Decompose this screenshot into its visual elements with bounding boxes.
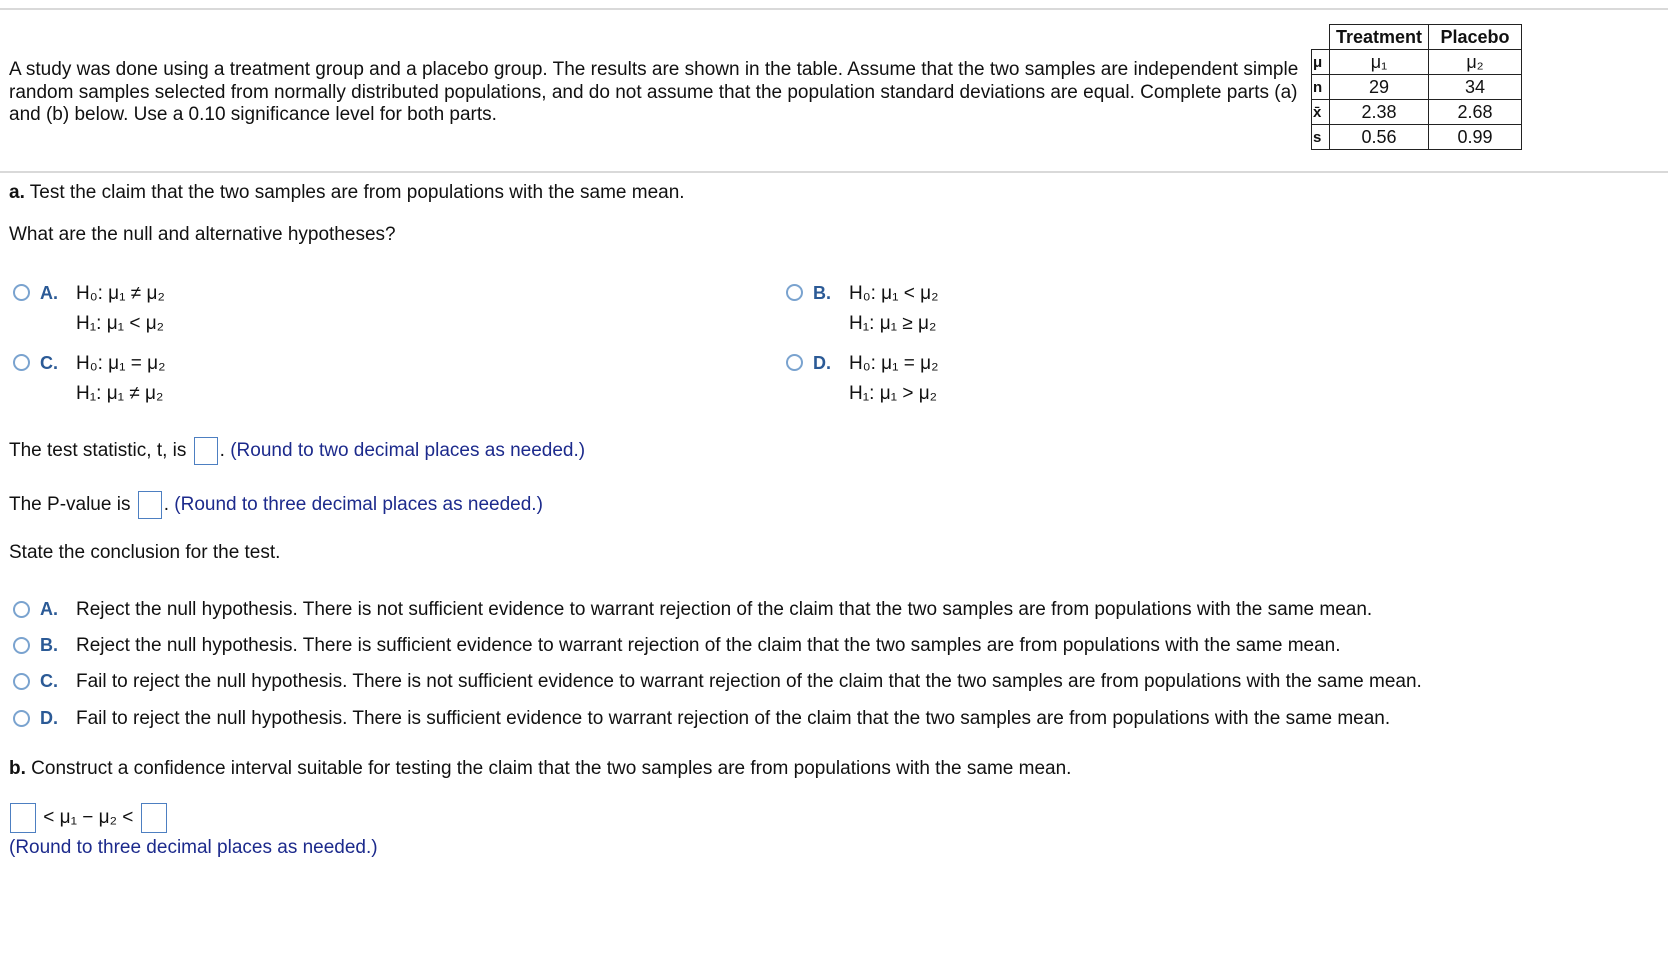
table-cell: μ₁	[1330, 50, 1429, 75]
h0-label: H₀:	[849, 283, 876, 304]
table-header-placebo: Placebo	[1429, 25, 1522, 50]
h1-label: H₁:	[76, 383, 102, 404]
table-cell: μ₂	[1429, 50, 1522, 75]
conclusion-letter-b: B.	[40, 635, 58, 655]
row-label-xbar: x̄	[1312, 100, 1330, 125]
h1-expr: μ₁ > μ₂	[879, 383, 938, 404]
conclusion-letter-a: A.	[40, 599, 58, 619]
hypotheses-question: What are the null and alternative hypotheses?	[9, 224, 396, 245]
data-table	[1311, 24, 1522, 150]
row-label-mu: μ	[1312, 50, 1330, 75]
table-corner	[1312, 25, 1330, 50]
interval-expression: μ₁ − μ₂	[59, 807, 118, 829]
hypothesis-radio-b[interactable]	[786, 284, 803, 301]
interval-upper-input[interactable]	[141, 803, 167, 833]
hypothesis-option-b[interactable]	[849, 279, 939, 339]
h0-label: H₀:	[76, 353, 103, 374]
hypothesis-letter-a: A.	[40, 283, 58, 303]
table-cell: 0.99	[1429, 125, 1522, 150]
row-label-s: s	[1312, 125, 1330, 150]
conclusion-radio-a[interactable]	[13, 601, 30, 618]
pvalue-row: The P-value is . (Round to three decimal places as needed.)	[9, 491, 543, 519]
part-a-prompt-text: Test the claim that the two samples are from populations with the same mean.	[29, 182, 685, 203]
h0-expr: μ₁ < μ₂	[881, 283, 939, 304]
h1-expr: μ₁ ≠ μ₂	[106, 383, 164, 404]
pvalue-hint: (Round to three decimal places as needed.)	[174, 494, 543, 516]
part-a-prompt	[9, 182, 685, 204]
h1-label: H₁:	[76, 313, 102, 334]
part-b-prefix: b.	[9, 758, 26, 779]
table-cell: 34	[1429, 75, 1522, 100]
interval-hint: (Round to three decimal places as needed.)	[9, 837, 378, 858]
table-cell: 29	[1330, 75, 1429, 100]
h0-expr: μ₁ = μ₂	[108, 353, 166, 374]
h1-label: H₁:	[849, 383, 875, 404]
hypothesis-radio-a[interactable]	[13, 284, 30, 301]
hypothesis-letter-b: B.	[813, 283, 831, 303]
conclusion-letter-d: D.	[40, 708, 58, 728]
conclusion-radio-d[interactable]	[13, 710, 30, 727]
section-divider	[0, 171, 1668, 173]
conclusion-option-d[interactable]: Fail to reject the null hypothesis. There is sufficient evidence to warrant rejection of the claim that the two samples are from populations with the same mean.	[76, 708, 1391, 729]
top-divider	[0, 8, 1668, 10]
part-b-prompt	[9, 758, 1071, 780]
hypothesis-radio-c[interactable]	[13, 354, 30, 371]
pvalue-label: The P-value is	[9, 494, 131, 516]
part-b-prompt-text: Construct a confidence interval suitable for testing the claim that the two samples are from populations with the same mean.	[31, 758, 1072, 779]
test-statistic-hint: (Round to two decimal places as needed.)	[230, 440, 586, 462]
conclusion-radio-b[interactable]	[13, 637, 30, 654]
problem-intro: A study was done using a treatment group and a placebo group. The results are shown in the table. Assume that the two samples are independent simple random samples selected from normally distributed populations, and do not assume that the population standard deviations are equal. Complete parts (a) and (b) below. Use a 0.10 significance level for both parts.	[9, 59, 1299, 125]
table-cell: 0.56	[1330, 125, 1429, 150]
hypothesis-option-c[interactable]	[76, 349, 166, 409]
hypothesis-option-d[interactable]	[849, 349, 939, 409]
h1-expr: μ₁ < μ₂	[106, 313, 165, 334]
test-statistic-input[interactable]	[194, 437, 218, 465]
confidence-interval-row	[10, 803, 169, 833]
interval-lt-1: <	[43, 807, 55, 829]
h0-expr: μ₁ = μ₂	[881, 353, 939, 374]
table-cell: 2.68	[1429, 100, 1522, 125]
part-a-prefix: a.	[9, 182, 25, 203]
h0-label: H₀:	[849, 353, 876, 374]
conclusion-letter-c: C.	[40, 671, 58, 691]
test-statistic-label: The test statistic, t, is	[9, 440, 187, 462]
h0-label: H₀:	[76, 283, 103, 304]
hypothesis-radio-d[interactable]	[786, 354, 803, 371]
h1-expr: μ₁ ≥ μ₂	[879, 313, 937, 334]
interval-lt-2: <	[122, 807, 134, 829]
conclusion-option-b[interactable]: Reject the null hypothesis. There is sufficient evidence to warrant rejection of the claim that the two samples are from populations with the same mean.	[76, 635, 1341, 656]
conclusion-prompt: State the conclusion for the test.	[9, 542, 281, 563]
row-label-n: n	[1312, 75, 1330, 100]
conclusion-option-c[interactable]: Fail to reject the null hypothesis. There is not sufficient evidence to warrant rejection of the claim that the two samples are from populations with the same mean.	[76, 671, 1422, 692]
h0-expr: μ₁ ≠ μ₂	[108, 283, 165, 304]
test-statistic-row: The test statistic, t, is . (Round to two decimal places as needed.)	[9, 437, 585, 465]
hypothesis-letter-c: C.	[40, 353, 58, 373]
table-header-treatment: Treatment	[1330, 25, 1429, 50]
interval-lower-input[interactable]	[10, 803, 36, 833]
conclusion-radio-c[interactable]	[13, 673, 30, 690]
hypothesis-letter-d: D.	[813, 353, 831, 373]
conclusion-option-a[interactable]: Reject the null hypothesis. There is not sufficient evidence to warrant rejection of the claim that the two samples are from populations with the same mean.	[76, 599, 1373, 620]
pvalue-input[interactable]	[138, 491, 162, 519]
h1-label: H₁:	[849, 313, 875, 334]
hypothesis-option-a[interactable]	[76, 279, 165, 339]
table-cell: 2.38	[1330, 100, 1429, 125]
